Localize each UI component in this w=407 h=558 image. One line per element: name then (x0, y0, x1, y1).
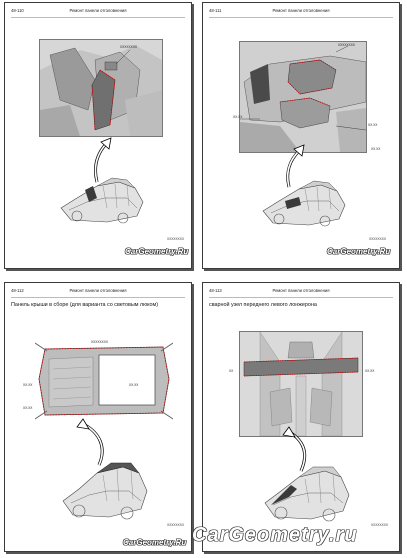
page-4 (202, 282, 400, 552)
detail-figure (239, 331, 363, 437)
page-header-title: Ремонт панели отголовнения (272, 288, 330, 293)
page-header-title: Ремонт панели отголовнения (69, 288, 127, 293)
callout-label: XX.XX (365, 369, 375, 373)
site-watermark: CarGeometry.ru (192, 524, 358, 546)
page-header (11, 288, 185, 296)
header-divider (11, 17, 185, 18)
detail-figure (39, 39, 163, 137)
callout-label: XX.XX (233, 115, 243, 119)
page-watermark: CarGeometry.Ru (327, 247, 391, 256)
page-header (209, 8, 393, 16)
callout-label: XXXXXXXX (120, 45, 138, 49)
figure-code: XXXXXXXX (369, 237, 387, 241)
section-caption: Панель крыши в сборе (для варианта со световым люком) (11, 302, 159, 308)
callout-label: XX.XX (129, 383, 139, 387)
page-header (11, 8, 185, 16)
header-divider (11, 297, 185, 298)
header-divider (209, 297, 393, 298)
page-number: 48-113 (209, 288, 222, 293)
page-number: 48-111 (209, 8, 222, 13)
section-caption: сварной узел переднего левого лонжерона (209, 302, 317, 308)
page-header-title: Ремонт панели отголовнения (69, 8, 127, 13)
page-watermark: CarGeometry.Ru (125, 247, 189, 256)
figure-code: XXXXXXXX (167, 237, 185, 241)
page-1 (4, 2, 192, 269)
callout-label: XX.XX (23, 406, 33, 410)
callout-label: XXXXXXXX (338, 43, 356, 47)
callout-label: XX (229, 369, 234, 373)
detail-figure (35, 339, 173, 421)
header-divider (209, 17, 393, 18)
vehicle-body-thumbnail (259, 171, 349, 229)
callout-label: XX.XX (368, 123, 378, 127)
detail-figure (239, 41, 367, 153)
page-2 (202, 2, 400, 269)
page-number: 48-112 (11, 288, 24, 293)
vehicle-body-thumbnail (59, 455, 151, 521)
vehicle-body-thumbnail (261, 459, 353, 523)
page-watermark: CarGeometry.Ru (123, 538, 187, 547)
vehicle-body-thumbnail (57, 168, 147, 226)
callout-label: XX.XX (371, 147, 381, 151)
figure-code: XXXXXXXX (371, 523, 389, 527)
callout-label: XXXXXXXX (91, 340, 109, 344)
page-header (209, 288, 393, 296)
page-header-title: Ремонт панели отголовнения (272, 8, 330, 13)
figure-code: XXXXXXXX (167, 523, 185, 527)
callout-label: XX.XX (23, 383, 33, 387)
page-number: 48-110 (11, 8, 24, 13)
page-3 (4, 282, 192, 552)
